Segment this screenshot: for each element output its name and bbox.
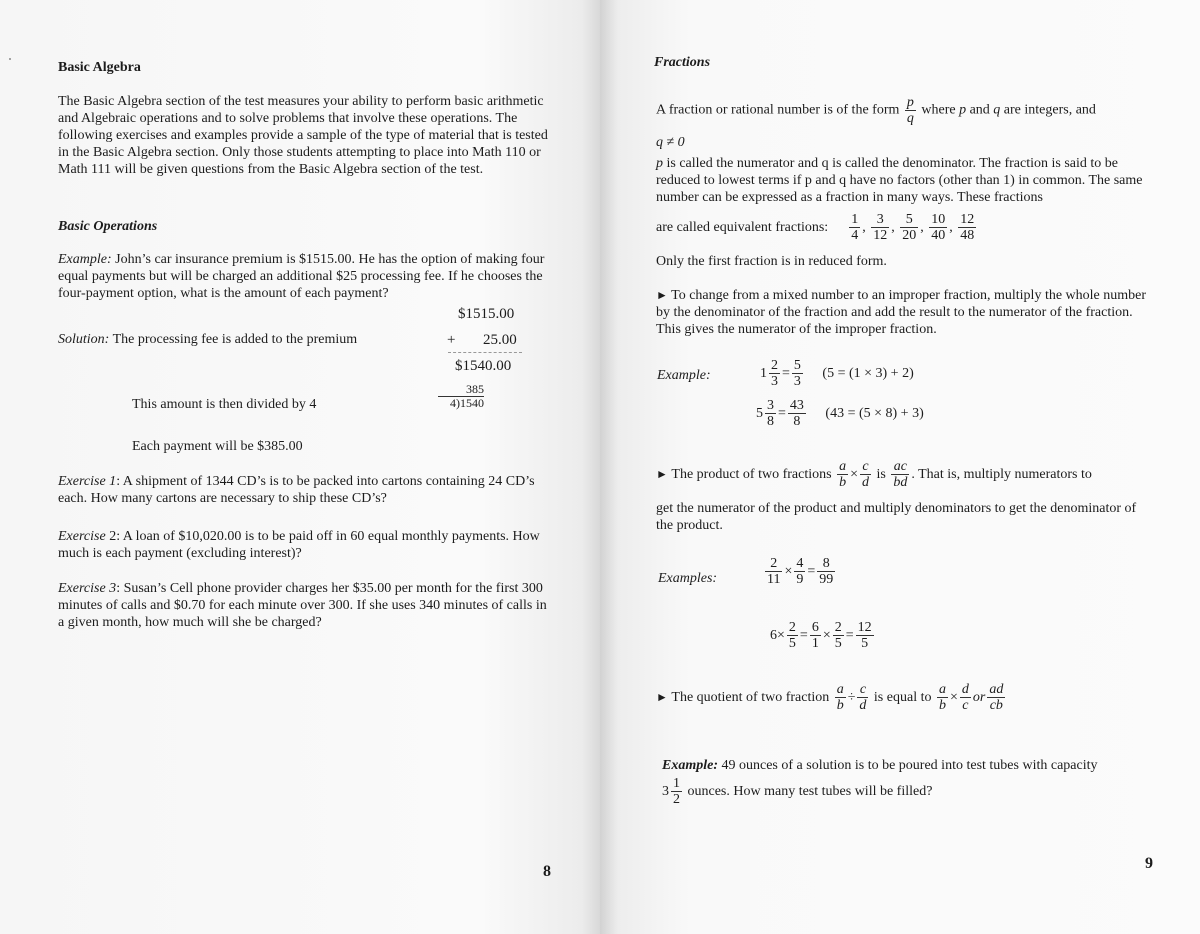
denominator: 9 [796, 572, 804, 587]
denominator: 5 [788, 636, 796, 651]
denominator: b [839, 475, 847, 490]
numerator: 8 [822, 556, 830, 571]
equiv-fraction [900, 212, 918, 243]
numerator: c [859, 682, 867, 697]
denominator: 3 [771, 374, 778, 389]
example-text: 49 ounces of a solution is to be poured into test tubes with capacity [718, 758, 1098, 773]
exercise-1 [58, 473, 553, 507]
numerator: 2 [788, 620, 796, 635]
numerator: 2 [770, 556, 778, 571]
examples-label: Examples: [658, 571, 718, 586]
comma: , [949, 220, 953, 235]
denominator: 8 [788, 413, 806, 429]
mixed-example-1 [760, 358, 914, 389]
rule-text: The quotient of two fraction [671, 690, 833, 705]
numerator: c [862, 459, 869, 474]
example-label: Example: [58, 252, 112, 267]
total-value: $1540.00 [455, 358, 512, 374]
speck [9, 58, 11, 60]
numerator: ad [989, 682, 1004, 697]
numerator: a [836, 682, 844, 697]
denominator: 40 [931, 228, 946, 243]
fraction-ad-over-cb [987, 682, 1005, 713]
times-sign: × [822, 627, 831, 643]
numerator: a [839, 459, 847, 474]
fraction [833, 620, 844, 651]
intro-paragraph: The Basic Algebra section of the test measures your ability to perform basic arithmetic and Algebraic operations and to solve problems that involve these operations. The following exercises and examples provide a sample of the type of material that is tested in the Basic Algebra section. Only those students attempting to place into Math 110 or Math 111 will be given questions from the Basic Algebra section of the test. [58, 94, 548, 177]
times-sign: × [949, 690, 958, 705]
reduced-form-note: Only the first fraction is in reduced form. [656, 254, 887, 269]
numerator: 43 [789, 398, 804, 413]
calculation-note: (5 = (1 × 3) + 2) [822, 365, 914, 381]
example-label: Example: [662, 758, 718, 773]
fraction [856, 620, 874, 651]
denominator: 5 [834, 636, 842, 651]
divide-text: This amount is then divided by 4 [132, 397, 317, 412]
denominator: b [836, 698, 844, 713]
example-text: John’s car insurance premium is $1515.00. He has the option of making four equal payments but will be charged an additional $25 processing fee. If he chooses the four-payment option, what is the amount of each payment? [58, 252, 545, 301]
fraction [765, 556, 782, 587]
rule-text: The product of two fractions [671, 467, 836, 482]
solution-line [58, 331, 357, 348]
final-example-continued [662, 776, 932, 807]
improper-fraction [792, 358, 803, 389]
fraction-denominator: q [906, 111, 914, 126]
numerator: 2 [771, 358, 778, 373]
equals-sign: = [782, 365, 790, 381]
equiv-fraction [929, 212, 947, 243]
example-text: ounces. How many test tubes will be filled? [684, 784, 933, 799]
denominator: 3 [793, 374, 801, 389]
plus-sign: + [447, 332, 456, 348]
example-paragraph [58, 251, 553, 302]
exercise-3-text: : Susan’s Cell phone provider charges her $35.00 per month for the first 300 minutes of calls and $0.70 for each minute over 300. If she uses 340 minutes of calls in a given month, how much will she be charged? [58, 581, 547, 630]
right-page [600, 0, 1200, 934]
definition-text: are integers, and [1000, 102, 1096, 118]
rule-text: To change from a mixed number to an improper fraction, multiply the whole number by the denominator of the fraction and add the result to the numerator of the fraction. This gives the numerator of the improper fraction. [656, 288, 1147, 337]
equiv-fraction [849, 212, 860, 243]
whole-number: 5 [756, 405, 763, 421]
times-sign: × [784, 563, 793, 579]
p-over-q-fraction [905, 95, 916, 126]
comma: , [891, 220, 895, 235]
final-example [662, 757, 1097, 774]
denominator: d [859, 698, 867, 713]
exercise-3-label: Exercise 3 [58, 581, 117, 596]
exercise-1-text: : A shipment of 1344 CD’s is to be packed into cartons containing 24 CD’s each. How many cartons are necessary to ship these CD’s? [58, 474, 535, 506]
numerator: a [938, 682, 946, 697]
numerator: 5 [905, 212, 913, 227]
q-symbol: q [993, 102, 1001, 118]
denominator: 4 [851, 228, 859, 243]
exercise-2-text: 2: A loan of $10,020.00 is to be paid off in 60 equal monthly payments. How much is each payment (excluding interest)? [58, 529, 540, 561]
comma: , [862, 220, 866, 235]
fraction-c-over-d [857, 682, 868, 713]
mixed-example-2 [756, 398, 924, 429]
payment-result: Each payment will be $385.00 [132, 439, 303, 454]
numerator: ac [893, 459, 907, 474]
divide-sign: ÷ [847, 690, 856, 705]
denominator: 20 [902, 228, 917, 243]
numerator: 1 [851, 212, 859, 227]
fraction [794, 556, 805, 587]
paragraph-text: is called the numerator and q is called the denominator. The fraction is said to be reduced to lowest terms if p and q have no factors (other than 1) in common. The same number can be expressed as a fraction in many ways. These fractions [656, 156, 1143, 205]
times-sign: × [850, 467, 858, 482]
p-symbol: p [959, 102, 967, 118]
fraction [810, 620, 821, 651]
denominator: cb [987, 697, 1005, 713]
example-label: Example: [657, 368, 711, 383]
product-rule-continued: get the numerator of the product and multiply denominators to get the denominator of the product. [656, 501, 1137, 533]
rule-text: . That is, multiply numerators to [911, 467, 1092, 482]
improper-fraction [788, 398, 806, 429]
comma: , [920, 220, 924, 235]
product-example-1 [763, 556, 837, 587]
arrow-bullet-icon: ► [656, 467, 668, 481]
mixed-fraction [671, 776, 682, 807]
quotient: 385 [466, 382, 484, 396]
fee-value: 25.00 [483, 332, 517, 348]
q-not-zero: q ≠ 0 [656, 135, 685, 150]
equals-sign: = [778, 405, 786, 421]
fraction [787, 620, 798, 651]
arrow-bullet-icon: ► [656, 288, 668, 302]
numerator: 2 [834, 620, 842, 635]
section-heading: Basic Operations [58, 219, 158, 234]
arrow-bullet-icon: ► [656, 690, 668, 704]
equiv-fraction [958, 212, 976, 243]
divisor-dividend: 4)1540 [438, 396, 484, 410]
denominator: bd [893, 475, 908, 490]
product-rule [656, 459, 1092, 490]
definition-line [656, 95, 1096, 126]
page-number: 8 [543, 863, 551, 880]
denominator: b [938, 698, 946, 713]
sum-rule [448, 352, 522, 353]
fraction-numerator: p [906, 95, 914, 110]
fraction-ac-over-bd [891, 459, 909, 490]
numerator: 1 [673, 776, 680, 791]
definition-text: A fraction or rational number is of the form [656, 102, 903, 118]
fraction-a-over-b [835, 682, 846, 713]
calculation-note: (43 = (5 × 8) + 3) [825, 405, 924, 421]
definition-text: and [966, 102, 994, 118]
p-symbol: p [656, 156, 663, 171]
exercise-3 [58, 580, 553, 631]
whole-number: 1 [760, 365, 767, 381]
fraction-a-over-b [837, 459, 848, 490]
mixed-fraction [765, 398, 776, 429]
numerator: 5 [793, 358, 801, 373]
denominator: 5 [856, 635, 874, 651]
quotient-rule [656, 682, 1007, 713]
rule-text: is equal to [870, 690, 935, 705]
equals-sign: = [807, 563, 816, 579]
denominator: 8 [767, 414, 774, 429]
denominator: 1 [811, 636, 819, 651]
mixed-number-rule [656, 287, 1150, 338]
fraction-c-over-d [860, 459, 871, 490]
whole-factor: 6× [770, 627, 785, 643]
fraction-a-over-b [937, 682, 948, 713]
solution-label: Solution: [58, 332, 110, 347]
fraction [817, 556, 835, 587]
mixed-fraction [769, 358, 780, 389]
denominator: 99 [819, 572, 834, 587]
numerator: d [961, 682, 969, 697]
numerator: 12 [960, 212, 975, 227]
numerator: 3 [876, 212, 884, 227]
denominator: c [960, 697, 971, 713]
numerator: 10 [931, 212, 946, 227]
numerator-denominator-paragraph [656, 155, 1148, 206]
rule-text: is [872, 467, 890, 482]
or-word: or [972, 690, 986, 705]
long-division [438, 383, 484, 410]
denominator: 48 [960, 228, 975, 243]
equivalent-label: are called equivalent fractions: [656, 220, 829, 235]
numerator: 12 [857, 620, 872, 635]
exercise-1-label: Exercise 1 [58, 474, 117, 489]
equiv-fraction [871, 212, 889, 243]
solution-text: The processing fee is added to the premium [109, 332, 358, 347]
denominator: 11 [767, 572, 781, 587]
equals-sign: = [799, 627, 808, 643]
whole-number: 3 [662, 784, 669, 799]
numerator: 4 [796, 556, 804, 571]
exercise-2 [58, 528, 558, 562]
equals-sign: = [845, 627, 854, 643]
premium-value: $1515.00 [458, 306, 515, 322]
product-example-2 [770, 620, 876, 651]
page-heading: Basic Algebra [58, 60, 141, 75]
denominator: 12 [873, 228, 888, 243]
numerator: 6 [811, 620, 819, 635]
page-number: 9 [1145, 855, 1153, 872]
numerator: 3 [767, 398, 774, 413]
denominator: 2 [673, 792, 680, 807]
denominator: d [861, 475, 869, 490]
equivalent-fractions-row [656, 212, 978, 243]
fraction-d-over-c [960, 682, 971, 713]
fractions-heading: Fractions [654, 55, 711, 70]
exercise-2-label: Exercise [58, 529, 106, 544]
definition-text: where [917, 102, 960, 118]
